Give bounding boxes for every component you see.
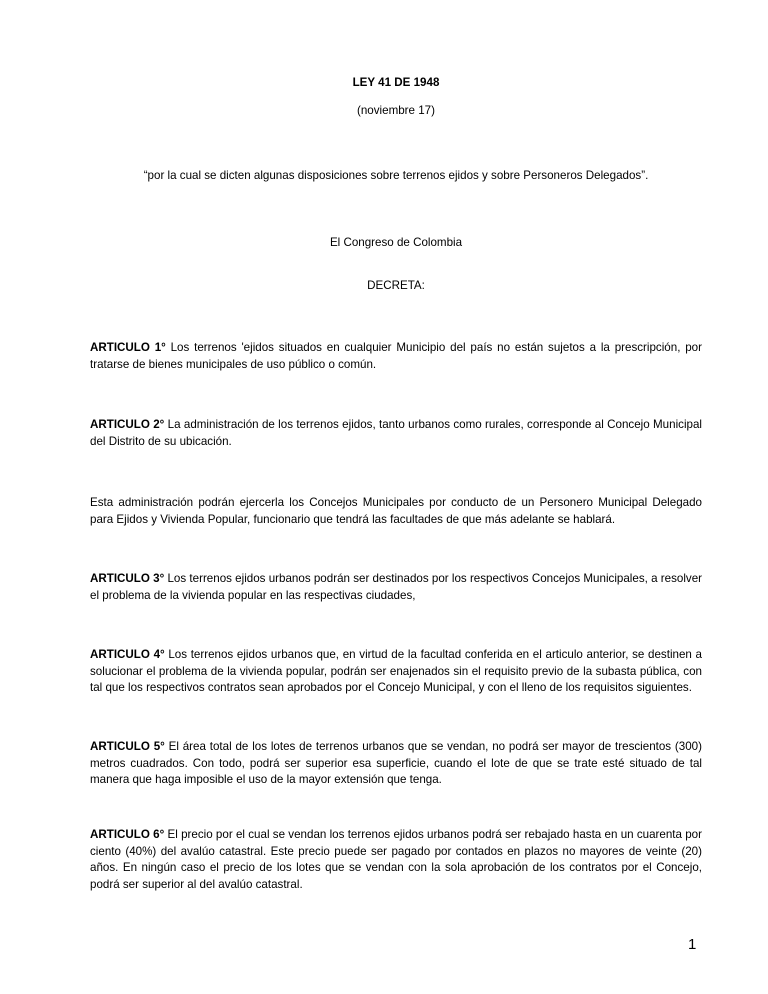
article-2-continuation-text: Esta administración podrán ejercerla los Concejos Municipales por conducto de un Personero Municipal Delegado para Ejidos y Vivienda Popular, funcionario que tendrá las facultades de que más adelante se hablará. bbox=[90, 496, 702, 526]
article-4-text: Los terrenos ejidos urbanos que, en virtud de la facultad conferida en el articulo anterior, se destinen a solucionar el problema de la vivienda popular, podrán ser enajenados sin el requisito previo de la subasta pública, con tal que los respectivos contratos sean aprobados por el Concejo Municipal, y con el lleno de los requisitos siguientes. bbox=[90, 648, 702, 694]
article-3-label: ARTICULO 3° bbox=[90, 572, 165, 585]
law-title: LEY 41 DE 1948 bbox=[352, 76, 440, 89]
decree-heading: DECRETA: bbox=[367, 279, 425, 292]
article-1-label: ARTICULO 1° bbox=[90, 341, 166, 354]
page-number: 1 bbox=[688, 936, 697, 953]
law-date: (noviembre 17) bbox=[357, 104, 435, 117]
article-2-continuation bbox=[90, 495, 702, 528]
article-1 bbox=[90, 340, 702, 373]
law-subtitle: “por la cual se dicten algunas disposiciones sobre terrenos ejidos y sobre Personeros Delegados”. bbox=[143, 169, 649, 182]
article-3 bbox=[90, 571, 702, 604]
article-4 bbox=[90, 647, 702, 697]
article-5-text: El área total de los lotes de terrenos urbanos que se vendan, no podrá ser mayor de trescientos (300) metros cuadrados. Con todo, podrá ser superior esa superficie, cuando el lote de que se trate esté situado de tal manera que haga imposible el uso de la mayor extensión que tenga. bbox=[90, 740, 702, 786]
article-2-label: ARTICULO 2° bbox=[90, 418, 165, 431]
article-5 bbox=[90, 739, 702, 789]
article-2-text: La administración de los terrenos ejidos, tanto urbanos como rurales, corresponde al Concejo Municipal del Distrito de su ubicación. bbox=[90, 418, 702, 448]
article-6 bbox=[90, 827, 702, 893]
article-6-label: ARTICULO 6° bbox=[90, 828, 165, 841]
issuer-line: El Congreso de Colombia bbox=[329, 236, 463, 249]
article-5-label: ARTICULO 5° bbox=[90, 740, 165, 753]
article-4-label: ARTICULO 4° bbox=[90, 648, 165, 661]
article-1-text: Los terrenos 'ejidos situados en cualquier Municipio del país no están sujetos a la prescripción, por tratarse de bienes municipales de uso público o común. bbox=[90, 341, 702, 371]
article-2 bbox=[90, 417, 702, 450]
article-3-text: Los terrenos ejidos urbanos podrán ser destinados por los respectivos Concejos Municipales, a resolver el problema de la vivienda popular en las respectivas ciudades, bbox=[90, 572, 703, 602]
article-6-text: El precio por el cual se vendan los terrenos ejidos urbanos podrá ser rebajado hasta en un cuarenta por ciento (40%) del avalúo catastral. Este precio puede ser pagado por contados en plazos no mayores de veinte (20) años. En ningún caso el precio de los lotes que se vendan con la sola aprobación de los contratos por el Concejo, podrá ser superior al del avalúo catastral. bbox=[90, 828, 702, 891]
